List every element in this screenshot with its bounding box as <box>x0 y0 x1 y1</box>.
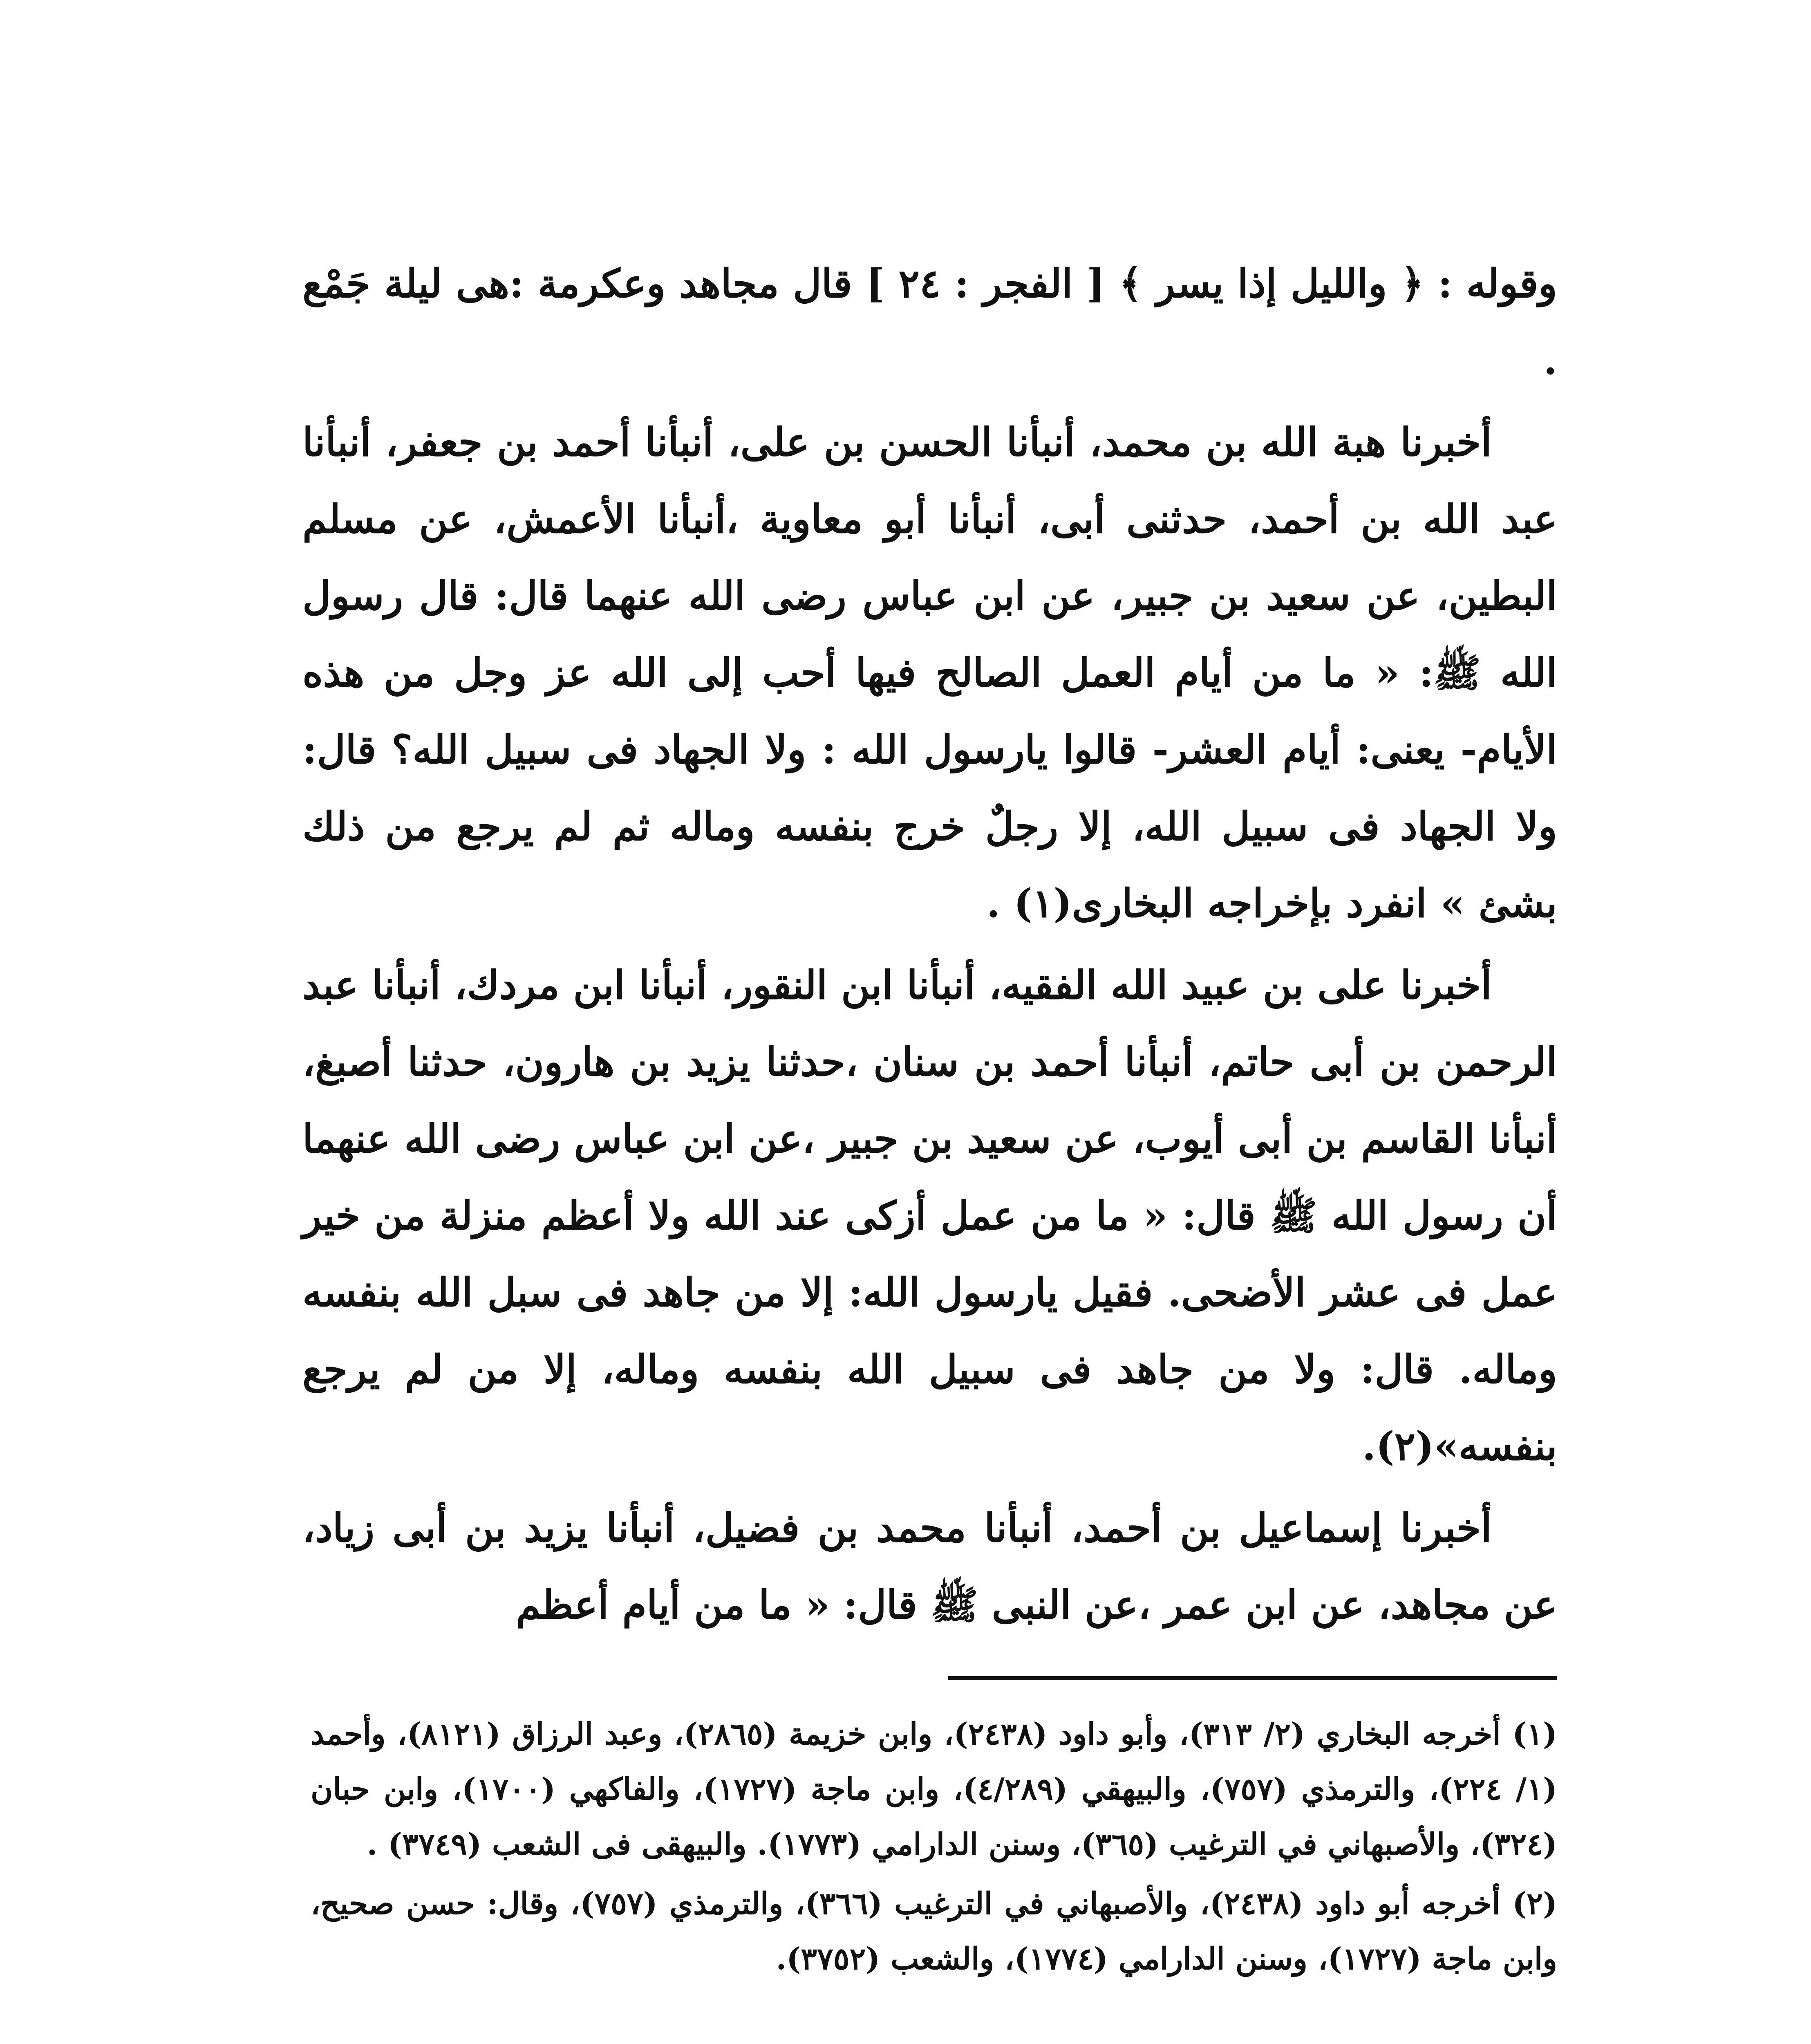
main-text-body <box>302 245 1557 1648</box>
paragraph-hadith-1: أخبرنا هبة الله بن محمد، أنبأنا الحسن بن على، أنبأنا أحمد بن جعفر، أنبأنا عبد الله بن أحمد، حدثنى أبى، أنبأنا أبو معاوية ،أنبأنا الأعمش، عن مسلم البطين، عن سعيد بن جبير، عن ابن عباس رضى الله عنهما قال: قال رسول الله ﷺ: « ما من أيام العمل الصالح فيها أحب إلى الله عز وجل من هذه الأيام- يعنى: أيام العشر- قالوا يارسول الله : ولا الجهاد فى سبيل الله؟ قال: ولا الجهاد فى سبيل الله، إلا رجلٌ خرج بنفسه وماله ثم لم يرجع من ذلك بشئ » انفرد بإخراجه البخارى(١) . <box>302 419 1558 926</box>
footnote-2: (٢) أخرجه أبو داود (٢٤٣٨)، والأصبهاني في الترغيب (٣٦٦)، والترمذي (٧٥٧)، وقال: حسن صحيح، وابن ماجة (١٧٢٧)، وسنن الدارامي (١٧٧٤)، والشعب (٣٧٥٢). <box>311 1886 1557 1977</box>
footnote-1: (١) أخرجه البخاري (٢/ ٣١٣)، وأبو داود (٢٤٣٨)، وابن خزيمة (٢٨٦٥)، وعبد الرزاق (٨١٢١)، وأحمد (١/ ٢٢٤)، والترمذي (٧٥٧)، والبيهقي (٤/٢٨٩)، وابن ماجة (١٧٢٧)، والفاكهي (١٧٠٠)، وابن حبان (٣٢٤)، والأصبهاني في الترغيب (٣٦٥)، وسنن الدارامي (١٧٧٣). والبيهقى فى الشعب (٣٧٤٩) . <box>311 1717 1558 1862</box>
footnotes-section <box>311 1707 1557 1991</box>
paragraph-hadith-2: أخبرنا على بن عبيد الله الفقيه، أنبأنا ابن النقور، أنبأنا ابن مردك، أنبأنا عبد الرحمن بن أبى حاتم، أنبأنا أحمد بن سنان ،حدثنا يزيد بن هارون، حدثنا أصبغ، أنبأنا القاسم بن أبى أيوب، عن سعيد بن جبير ،عن ابن عباس رضى الله عنهما أن رسول الله ﷺ قال: « ما من عمل أزكى عند الله ولا أعظم منزلة من خير عمل فى عشر الأضحى. فقيل يارسول الله: إلا من جاهد فى سبل الله بنفسه وماله. قال: ولا من جاهد فى سبيل الله بنفسه وماله، إلا من لم يرجع بنفسه»(٢). <box>302 962 1557 1469</box>
footnote-divider <box>948 1676 1557 1680</box>
paragraph-verse-commentary: وقوله : ﴿ والليل إذا يسر ﴾ [ الفجر : ٢٤ ] قال مجاهد وعكرمة :هى ليلة جَمْع . <box>302 260 1558 383</box>
paragraph-hadith-3: أخبرنا إسماعيل بن أحمد، أنبأنا محمد بن فضيل، أنبأنا يزيد بن أبى زياد، عن مجاهد، عن ابن عمر ،عن النبى ﷺ قال: « ما من أيام أعظم <box>302 1505 1557 1628</box>
